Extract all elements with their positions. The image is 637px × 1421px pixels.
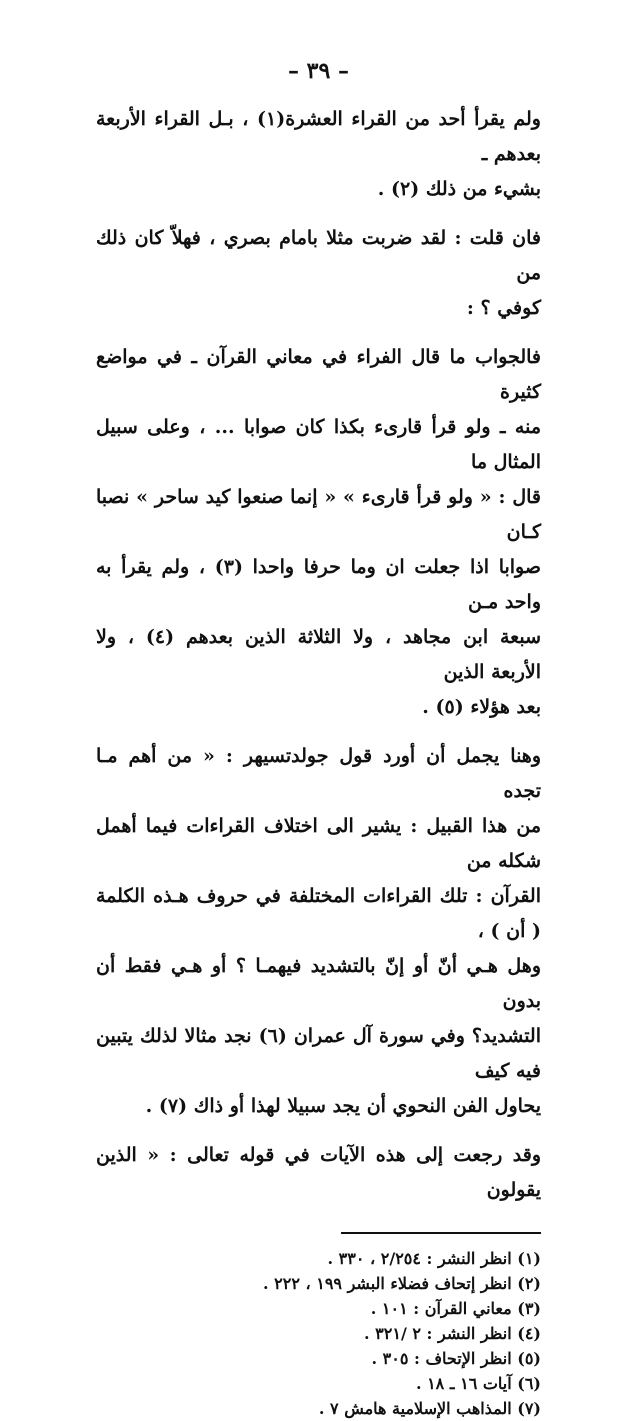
footnote: (٥) انظر الإتحاف : ٣٠٥ . (371, 1349, 541, 1368)
paragraph-1 (96, 102, 541, 207)
footnotes (96, 1246, 541, 1421)
text-line: التشديد؟ وفي سورة آل عمران (٦) نجد مثالا لذلك يتبين فيه كيف (96, 1025, 542, 1082)
footnote: (٦) آيات ١٦ ـ ١٨ . (415, 1374, 541, 1393)
footnote: (٣) معاني القرآن : ١٠١ . (370, 1299, 541, 1318)
text-line: من هذا القبيل : يشير الى اختلاف القراءات فيما أهمل شكله من (96, 815, 541, 872)
paragraph-4 (96, 739, 541, 1124)
text-line: صوابا اذا جعلت ان وما حرفا واحدا (٣) ، ولم يقرأ به واحد مـن (96, 556, 542, 613)
footnote: (١) انظر النشر : ٢/٢٥٤ ، ٣٣٠ . (327, 1249, 541, 1268)
text-line: فالجواب ما قال الفراء في معاني القرآن ـ في مواضع كثيرة (96, 346, 541, 403)
text-line: بعد هؤلاء (٥) . (422, 696, 541, 718)
text-line: بشيء من ذلك (٢) . (377, 178, 541, 200)
text-line: وقد رجعت إلى هذه الآيات في قوله تعالى : « الذين يقولون (96, 1144, 541, 1201)
footnote: (٢) انظر إتحاف فضلاء البشر ١٩٩ ، ٢٢٢ . (263, 1274, 541, 1293)
text-line: فان قلت : لقد ضربت مثلا بامام بصري ، فهلاّ كان ذلك من (96, 227, 541, 284)
footnote-divider (341, 1232, 541, 1234)
text-line: منه ـ ولو قرأ قارىء بكذا كان صوابا ... ، وعلى سبيل المثال ما (96, 416, 541, 473)
paragraph-3 (96, 340, 541, 725)
text-line: كوفي ؟ : (466, 297, 541, 319)
footnote: (٤) انظر النشر : ٢ /٣٢١ . (364, 1324, 541, 1343)
paragraph-2 (96, 221, 541, 326)
text-line: قال : « ولو قرأ قارىء » « إنما صنعوا كيد ساحر » نصبا كـان (96, 486, 541, 543)
text-line: ولم يقرأ أحد من القراء العشرة(١) ، بـل القراء الأربعة بعدهم ـ (96, 108, 541, 165)
footnote: (٧) المذاهب الإسلامية هامش ٧ . (318, 1399, 541, 1418)
text-line: القرآن : تلك القراءات المختلفة في حروف هـذه الكلمة ( أن ) ، (96, 885, 541, 942)
text-line: وهل هـي أنّ أو إنّ بالتشديد فيهمـا ؟ أو هـي فقط أن بدون (96, 955, 541, 1012)
text-line: وهنا يجمل أن أورد قول جولدتسيهر : « من أهم مـا تجده (96, 745, 541, 802)
paragraph-5 (96, 1138, 541, 1208)
page-number: – ٣٩ – (288, 58, 349, 84)
text-line: سبعة ابن مجاهد ، ولا الثلاثة الذين بعدهم (٤) ، ولا الأربعة الذين (96, 626, 541, 683)
body-text (96, 102, 541, 1208)
text-line: يحاول الفن النحوي أن يجد سبيلا لهذا أو ذاك (٧) . (145, 1095, 541, 1117)
